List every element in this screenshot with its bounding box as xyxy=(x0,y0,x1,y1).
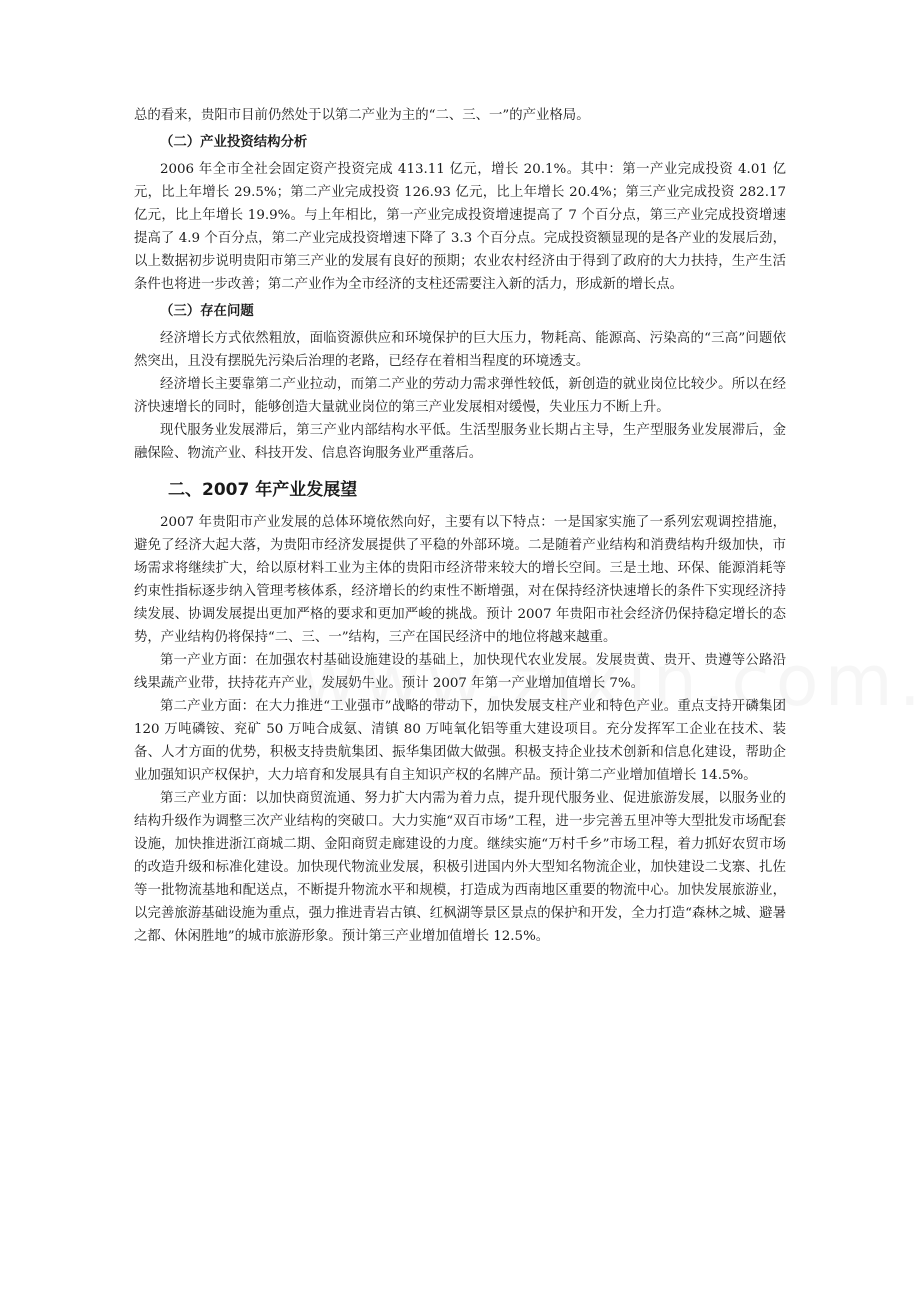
chapter-heading-2007-outlook: 二、2007 年产业发展望 xyxy=(168,480,358,500)
paragraph: 现代服务业发展滞后，第三产业内部结构水平低。生活型服务业长期占主导，生产型服务业发展滞后，金融保险、物流产业、科技开发、信息咨询服务业严重落后。 xyxy=(134,423,786,461)
section-heading-investment: （二）产业投资结构分析 xyxy=(160,135,308,150)
paragraph: 2006 年全市全社会固定资产投资完成 413.11 亿元，增长 20.1%。其中：第一产业完成投资 4.01 亿元，比上年增长 29.5%；第二产业完成投资 126.93 亿元，比上年增长 20.4%；第三产业完成投资 282.17 亿元，比上年增长 19.9%。与上年相比，第一产业完成投资增速提高了 7 个百分点，第三产业完成投资增速提高了 4.9 个百分点，第二产业完成投资增速下降了 3.3 个百分点。完成投资额显现的是各产业的发展后劲，以上数据初步说明贵阳市第三产业的发展有良好的预期；农业农村经济由于得到了政府的大力扶持，生产生活条件也将进一步改善；第二产业作为全市经济的支柱还需要注入新的活力，形成新的增长点。 xyxy=(134,162,786,292)
intro-paragraph: 总的看来，贵阳市目前仍然处于以第二产业为主的“二、三、一”的产业格局。 xyxy=(134,108,590,123)
paragraph: 经济增长主要靠第二产业拉动，而第二产业的劳动力需求弹性较低，新创造的就业岗位比较少。所以在经济快速增长的同时，能够创造大量就业岗位的第三产业发展相对缓慢，失业压力不断上升。 xyxy=(134,377,786,415)
document-page xyxy=(134,104,786,948)
paragraph: 第一产业方面：在加强农村基础设施建设的基础上，加快现代农业发展。发展贵黄、贵开、贵遵等公路沿线果蔬产业带，扶持花卉产业，发展奶牛业。预计 2007 年第一产业增加值增长 7%。 xyxy=(134,653,786,691)
paragraph: 第二产业方面：在大力推进“工业强市”战略的带动下，加快发展支柱产业和特色产业。重点支持开磷集团 120 万吨磷铵、兖矿 50 万吨合成氨、清镇 80 万吨氧化铝等重大建设项目。充分发挥军工企业在技术、装备、人才方面的优势，积极支持贵航集团、振华集团做大做强。积极支持企业技术创新和信息化建设，帮助企业加强知识产权保护，大力培育和发展具有自主知识产权的名牌产品。预计第二产业增加值增长 14.5%。 xyxy=(134,699,786,783)
paragraph: 第三产业方面：以加快商贸流通、努力扩大内需为着力点，提升现代服务业、促进旅游发展，以服务业的结构升级作为调整三次产业结构的突破口。大力实施“双百市场”工程，进一步完善五里冲等大型批发市场配套设施，加快推进浙江商城二期、金阳商贸走廊建设的力度。继续实施“万村千乡”市场工程，着力抓好农贸市场的改造升级和标准化建设。加快现代物流业发展，积极引进国内外大型知名物流企业，加快建设二戈寨、扎佐等一批物流基地和配送点，不断提升物流水平和规模，打造成为西南地区重要的物流中心。加快发展旅游业，以完善旅游基础设施为重点，强力推进青岩古镇、红枫湖等景区景点的保护和开发，全力打造“森林之城、避暑之都、休闲胜地”的城市旅游形象。预计第三产业增加值增长 12.5%。 xyxy=(134,791,786,944)
paragraph: 经济增长方式依然粗放，面临资源供应和环境保护的巨大压力，物耗高、能源高、污染高的“三高”问题依然突出，且没有摆脱先污染后治理的老路，已经存在着相当程度的环境透支。 xyxy=(134,331,786,369)
section-heading-problems: （三）存在问题 xyxy=(160,304,254,319)
paragraph: 2007 年贵阳市产业发展的总体环境依然向好，主要有以下特点：一是国家实施了一系列宏观调控措施，避免了经济大起大落，为贵阳市经济发展提供了平稳的外部环境。二是随着产业结构和消费结构升级加快，市场需求将继续扩大，给以原材料工业为主体的贵阳市经济带来较大的增长空间。三是土地、环保、能源消耗等约束性指标逐步纳入管理考核体系，经济增长的约束性不断增强，对在保持经济快速增长的条件下实现经济持续发展、协调发展提出更加严格的要求和更加严峻的挑战。预计 2007 年贵阳市社会经济仍保持稳定增长的态势，产业结构仍将保持“二、三、一”结构，三产在国民经济中的地位将越来越重。 xyxy=(134,515,786,645)
